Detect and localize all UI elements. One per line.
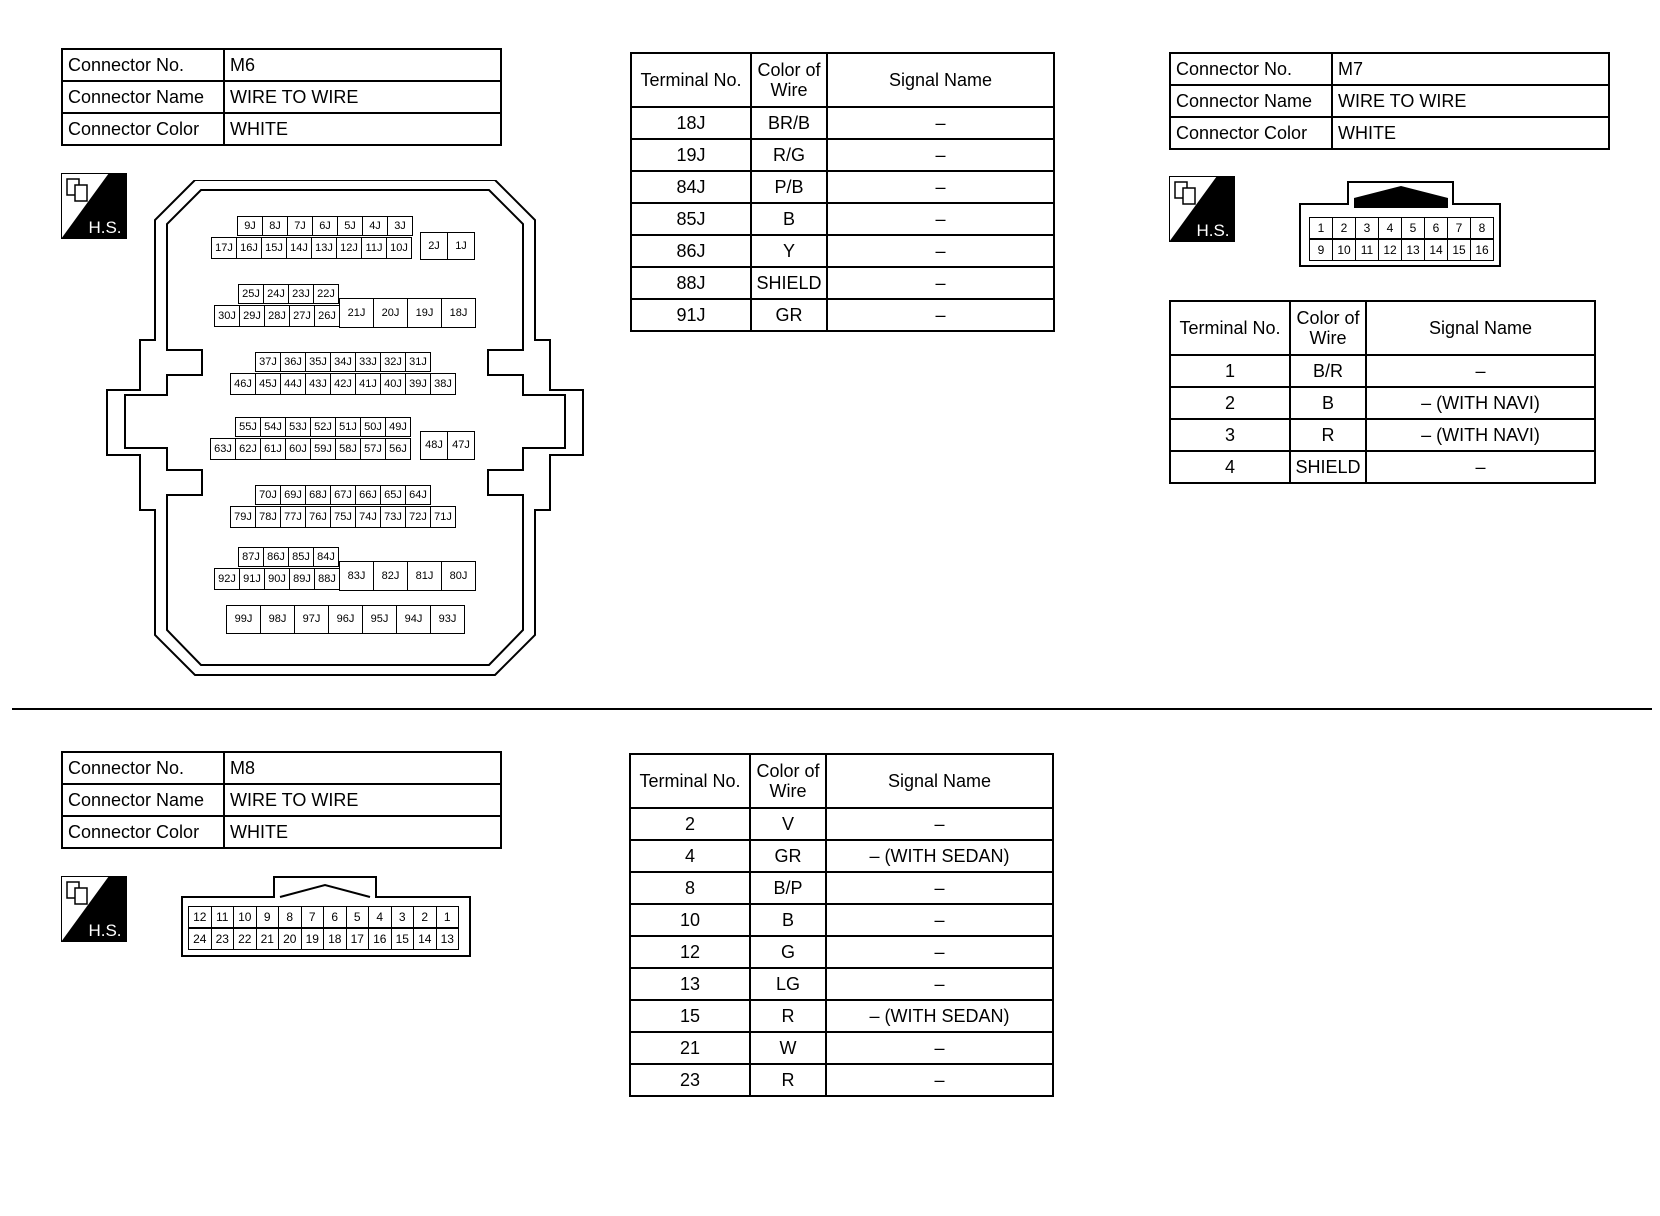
connector-pin: 87J [238, 547, 264, 567]
connector-pin: 6J [312, 216, 338, 236]
table-row [1170, 419, 1595, 451]
connector-pin: 36J [280, 352, 306, 372]
connector-pin: 10 [233, 906, 257, 928]
info-value: WIRE TO WIRE [224, 81, 501, 113]
connector-pin: 5 [1401, 217, 1425, 239]
connector-pin: 51J [335, 417, 361, 437]
terminal-no-cell: 23 [630, 1064, 750, 1096]
signal-name-cell: – [827, 139, 1054, 171]
wire-color-cell: SHIELD [751, 267, 827, 299]
wire-color-cell: BR/B [751, 107, 827, 139]
signal-name-cell: – (WITH SEDAN) [826, 1000, 1053, 1032]
connector-pin: 9 [1309, 239, 1333, 261]
connector-pin: 48J [420, 431, 448, 460]
m7-terminal-table [1169, 300, 1596, 484]
connector-pin: 1 [436, 906, 460, 928]
info-row [62, 49, 501, 81]
connector-pin: 73J [380, 506, 406, 528]
connector-pin: 14J [286, 237, 312, 259]
connector-pin: 83J [339, 561, 374, 591]
terminal-no-cell: 91J [631, 299, 751, 331]
connector-pin: 69J [280, 485, 306, 505]
connector-pin: 2J [420, 232, 448, 260]
wire-color-cell: G [750, 936, 826, 968]
connector-pin: 11J [361, 237, 387, 259]
info-row [1170, 117, 1609, 149]
hs-connector-icon [61, 876, 127, 942]
connector-pin: 41J [355, 373, 381, 395]
connector-pin: 19J [407, 298, 442, 328]
hs-connector-icon [1169, 176, 1235, 242]
info-key: Connector No. [1170, 53, 1332, 85]
table-row [631, 139, 1054, 171]
table-row [1170, 451, 1595, 483]
wire-color-cell: Y [751, 235, 827, 267]
connector-pin: 96J [328, 605, 363, 634]
terminal-no-cell: 19J [631, 139, 751, 171]
connector-pin: 32J [380, 352, 406, 372]
terminal-no-cell: 1 [1170, 355, 1290, 387]
connector-pin: 39J [405, 373, 431, 395]
signal-name-cell: – [827, 171, 1054, 203]
connector-pin: 37J [255, 352, 281, 372]
wire-color-cell: B/P [750, 872, 826, 904]
connector-pin: 97J [294, 605, 329, 634]
table-row [630, 936, 1053, 968]
connector-pin: 82J [373, 561, 408, 591]
terminal-no-cell: 2 [630, 808, 750, 840]
connector-pin: 78J [255, 506, 281, 528]
connector-pin: 15 [1447, 239, 1471, 261]
connector-pin: 4J [362, 216, 388, 236]
connector-pin: 46J [230, 373, 256, 395]
signal-name-cell: – [826, 808, 1053, 840]
signal-name-cell: – (WITH SEDAN) [826, 840, 1053, 872]
info-row [62, 81, 501, 113]
wire-color-cell: B [751, 203, 827, 235]
connector-pin: 65J [380, 485, 406, 505]
connector-pin: 35J [305, 352, 331, 372]
connector-pin: 92J [214, 568, 240, 590]
wire-color-cell: R [750, 1064, 826, 1096]
info-value: WHITE [224, 816, 501, 848]
connector-pin: 17 [346, 928, 370, 950]
connector-pin: 6 [323, 906, 347, 928]
connector-pin: 7J [287, 216, 313, 236]
header-terminal-no: Terminal No. [1170, 301, 1290, 355]
header-terminal-no: Terminal No. [630, 754, 750, 808]
connector-pin: 79J [230, 506, 256, 528]
connector-pin: 20J [373, 298, 408, 328]
connector-pin: 91J [239, 568, 265, 590]
terminal-no-cell: 8 [630, 872, 750, 904]
connector-pin: 11 [1355, 239, 1379, 261]
m6-connector-info [61, 48, 502, 146]
table-row [630, 1032, 1053, 1064]
connector-pin: 47J [447, 431, 475, 460]
connector-pin: 62J [235, 438, 261, 460]
connector-pin: 74J [355, 506, 381, 528]
info-value: WIRE TO WIRE [1332, 85, 1609, 117]
connector-pin: 42J [330, 373, 356, 395]
signal-name-cell: – [826, 1032, 1053, 1064]
connector-pin: 81J [407, 561, 442, 591]
signal-name-cell: – [826, 1064, 1053, 1096]
connector-pin: 20 [278, 928, 302, 950]
connector-pin: 4 [1378, 217, 1402, 239]
table-row [631, 107, 1054, 139]
connector-pin: 77J [280, 506, 306, 528]
table-row [631, 171, 1054, 203]
wire-color-cell: LG [750, 968, 826, 1000]
connector-pin: 6 [1424, 217, 1448, 239]
info-value: M7 [1332, 53, 1609, 85]
connector-pin: 26J [314, 305, 340, 327]
m7-connector-info [1169, 52, 1610, 150]
connector-pin: 3 [391, 906, 415, 928]
m8-terminal-table [629, 753, 1054, 1097]
connector-pin: 33J [355, 352, 381, 372]
table-row [630, 808, 1053, 840]
connector-pin: 23J [288, 284, 314, 304]
header-color-of-wire: Color of Wire [1290, 301, 1366, 355]
connector-pin: 8 [1470, 217, 1494, 239]
table-row [630, 904, 1053, 936]
header-color-of-wire: Color of Wire [750, 754, 826, 808]
connector-pin: 8 [278, 906, 302, 928]
header-signal-name: Signal Name [1366, 301, 1595, 355]
signal-name-cell: – [827, 299, 1054, 331]
wire-color-cell: W [750, 1032, 826, 1064]
table-row [631, 235, 1054, 267]
connector-pin: 15 [391, 928, 415, 950]
hs-label: H.S. [1196, 221, 1230, 240]
connector-pin: 9 [256, 906, 280, 928]
connector-pin: 23 [211, 928, 235, 950]
table-row [630, 840, 1053, 872]
info-key: Connector Name [62, 81, 224, 113]
connector-pin: 14 [1424, 239, 1448, 261]
connector-pin: 12J [336, 237, 362, 259]
connector-pin: 56J [385, 438, 411, 460]
signal-name-cell: – [1366, 355, 1595, 387]
info-key: Connector Name [62, 784, 224, 816]
connector-pin: 14 [413, 928, 437, 950]
signal-name-cell: – [827, 203, 1054, 235]
header-terminal-no: Terminal No. [631, 53, 751, 107]
info-value: M8 [224, 752, 501, 784]
connector-pin: 95J [362, 605, 397, 634]
connector-pin: 61J [260, 438, 286, 460]
info-value: WHITE [1332, 117, 1609, 149]
terminal-no-cell: 13 [630, 968, 750, 1000]
connector-pin: 10J [386, 237, 412, 259]
connector-pin: 29J [239, 305, 265, 327]
m6-terminal-table [630, 52, 1055, 332]
info-key: Connector Name [1170, 85, 1332, 117]
connector-pin: 66J [355, 485, 381, 505]
connector-pin: 4 [368, 906, 392, 928]
signal-name-cell: – [826, 904, 1053, 936]
table-row [1170, 387, 1595, 419]
table-header-row [1170, 301, 1595, 355]
signal-name-cell: – [827, 267, 1054, 299]
connector-pin: 58J [335, 438, 361, 460]
wire-color-cell: V [750, 808, 826, 840]
connector-pin: 94J [396, 605, 431, 634]
connector-pin: 21J [339, 298, 374, 328]
terminal-no-cell: 85J [631, 203, 751, 235]
info-row [62, 816, 501, 848]
connector-pin: 75J [330, 506, 356, 528]
signal-name-cell: – [826, 968, 1053, 1000]
connector-pin: 2 [413, 906, 437, 928]
terminal-no-cell: 21 [630, 1032, 750, 1064]
info-key: Connector No. [62, 49, 224, 81]
connector-pin: 5J [337, 216, 363, 236]
connector-pin: 55J [235, 417, 261, 437]
connector-pin: 7 [1447, 217, 1471, 239]
connector-pin: 71J [430, 506, 456, 528]
info-row [62, 113, 501, 145]
table-header-row [631, 53, 1054, 107]
connector-pin: 27J [289, 305, 315, 327]
connector-pin: 22J [313, 284, 339, 304]
info-value: M6 [224, 49, 501, 81]
connector-pin: 11 [211, 906, 235, 928]
connector-pin: 31J [405, 352, 431, 372]
wire-color-cell: B [1290, 387, 1366, 419]
info-value: WHITE [224, 113, 501, 145]
connector-pin: 68J [305, 485, 331, 505]
signal-name-cell: – [826, 936, 1053, 968]
terminal-no-cell: 12 [630, 936, 750, 968]
connector-pin: 67J [330, 485, 356, 505]
connector-pin: 72J [405, 506, 431, 528]
connector-pin: 13J [311, 237, 337, 259]
header-signal-name: Signal Name [826, 754, 1053, 808]
hs-label: H.S. [88, 921, 122, 940]
wire-color-cell: B/R [1290, 355, 1366, 387]
connector-pin: 52J [310, 417, 336, 437]
connector-pin: 2 [1332, 217, 1356, 239]
wire-color-cell: GR [750, 840, 826, 872]
connector-pin: 98J [260, 605, 295, 634]
connector-pin: 12 [188, 906, 212, 928]
connector-pin: 1J [447, 232, 475, 260]
terminal-no-cell: 10 [630, 904, 750, 936]
hs-label: H.S. [88, 218, 122, 237]
connector-pin: 84J [313, 547, 339, 567]
connector-pin: 30J [214, 305, 240, 327]
wire-color-cell: R/G [751, 139, 827, 171]
info-value: WIRE TO WIRE [224, 784, 501, 816]
table-header-row [630, 754, 1053, 808]
m8-connector-info [61, 751, 502, 849]
connector-pin: 90J [264, 568, 290, 590]
connector-pin: 7 [301, 906, 325, 928]
connector-pin: 9J [237, 216, 263, 236]
connector-pin: 19 [301, 928, 325, 950]
connector-pin: 38J [430, 373, 456, 395]
table-row [631, 299, 1054, 331]
info-key: Connector Color [62, 816, 224, 848]
header-signal-name: Signal Name [827, 53, 1054, 107]
signal-name-cell: – (WITH NAVI) [1366, 419, 1595, 451]
info-key: Connector Color [1170, 117, 1332, 149]
signal-name-cell: – [827, 235, 1054, 267]
info-row [62, 752, 501, 784]
table-row [631, 267, 1054, 299]
connector-pin: 16J [236, 237, 262, 259]
connector-pin: 93J [430, 605, 465, 634]
terminal-no-cell: 4 [1170, 451, 1290, 483]
connector-pin: 34J [330, 352, 356, 372]
header-color-of-wire: Color of Wire [751, 53, 827, 107]
connector-pin: 44J [280, 373, 306, 395]
signal-name-cell: – [826, 872, 1053, 904]
connector-pin: 85J [288, 547, 314, 567]
terminal-no-cell: 2 [1170, 387, 1290, 419]
terminal-no-cell: 3 [1170, 419, 1290, 451]
terminal-no-cell: 86J [631, 235, 751, 267]
connector-pin: 53J [285, 417, 311, 437]
connector-pin: 49J [385, 417, 411, 437]
connector-pin: 17J [211, 237, 237, 259]
wire-color-cell: R [1290, 419, 1366, 451]
connector-pin: 80J [441, 561, 476, 591]
signal-name-cell: – [1366, 451, 1595, 483]
connector-pin: 10 [1332, 239, 1356, 261]
connector-pin: 24 [188, 928, 212, 950]
connector-pin: 3 [1355, 217, 1379, 239]
wire-color-cell: SHIELD [1290, 451, 1366, 483]
info-row [62, 784, 501, 816]
connector-pin: 18J [441, 298, 476, 328]
table-row [631, 203, 1054, 235]
connector-pin: 28J [264, 305, 290, 327]
info-key: Connector Color [62, 113, 224, 145]
wire-color-cell: P/B [751, 171, 827, 203]
wire-color-cell: B [750, 904, 826, 936]
connector-pin: 15J [261, 237, 287, 259]
connector-pin: 8J [262, 216, 288, 236]
connector-pin: 70J [255, 485, 281, 505]
connector-pin: 43J [305, 373, 331, 395]
connector-pin: 59J [310, 438, 336, 460]
connector-pin: 45J [255, 373, 281, 395]
connector-pin: 88J [314, 568, 340, 590]
table-row [630, 872, 1053, 904]
terminal-no-cell: 88J [631, 267, 751, 299]
connector-pin: 57J [360, 438, 386, 460]
table-row [630, 1064, 1053, 1096]
connector-pin: 13 [436, 928, 460, 950]
connector-pin: 24J [263, 284, 289, 304]
table-row [1170, 355, 1595, 387]
connector-pin: 76J [305, 506, 331, 528]
table-row [630, 968, 1053, 1000]
connector-pin: 16 [1470, 239, 1494, 261]
connector-pin: 40J [380, 373, 406, 395]
info-row [1170, 85, 1609, 117]
info-row [1170, 53, 1609, 85]
connector-pin: 54J [260, 417, 286, 437]
connector-pin: 3J [387, 216, 413, 236]
connector-pin: 50J [360, 417, 386, 437]
connector-pin: 86J [263, 547, 289, 567]
wire-color-cell: GR [751, 299, 827, 331]
connector-pin: 60J [285, 438, 311, 460]
signal-name-cell: – [827, 107, 1054, 139]
connector-pin: 21 [256, 928, 280, 950]
terminal-no-cell: 4 [630, 840, 750, 872]
connector-pin: 12 [1378, 239, 1402, 261]
connector-pin: 63J [210, 438, 236, 460]
terminal-no-cell: 18J [631, 107, 751, 139]
connector-pin: 25J [238, 284, 264, 304]
connector-pin: 22 [233, 928, 257, 950]
wire-color-cell: R [750, 1000, 826, 1032]
connector-pin: 89J [289, 568, 315, 590]
table-row [630, 1000, 1053, 1032]
connector-pin: 99J [226, 605, 261, 634]
connector-pin: 1 [1309, 217, 1333, 239]
signal-name-cell: – (WITH NAVI) [1366, 387, 1595, 419]
connector-pin: 13 [1401, 239, 1425, 261]
terminal-no-cell: 84J [631, 171, 751, 203]
connector-pin: 64J [405, 485, 431, 505]
section-divider [12, 708, 1652, 710]
info-key: Connector No. [62, 752, 224, 784]
terminal-no-cell: 15 [630, 1000, 750, 1032]
connector-pin: 16 [368, 928, 392, 950]
connector-pin: 18 [323, 928, 347, 950]
connector-pin: 5 [346, 906, 370, 928]
